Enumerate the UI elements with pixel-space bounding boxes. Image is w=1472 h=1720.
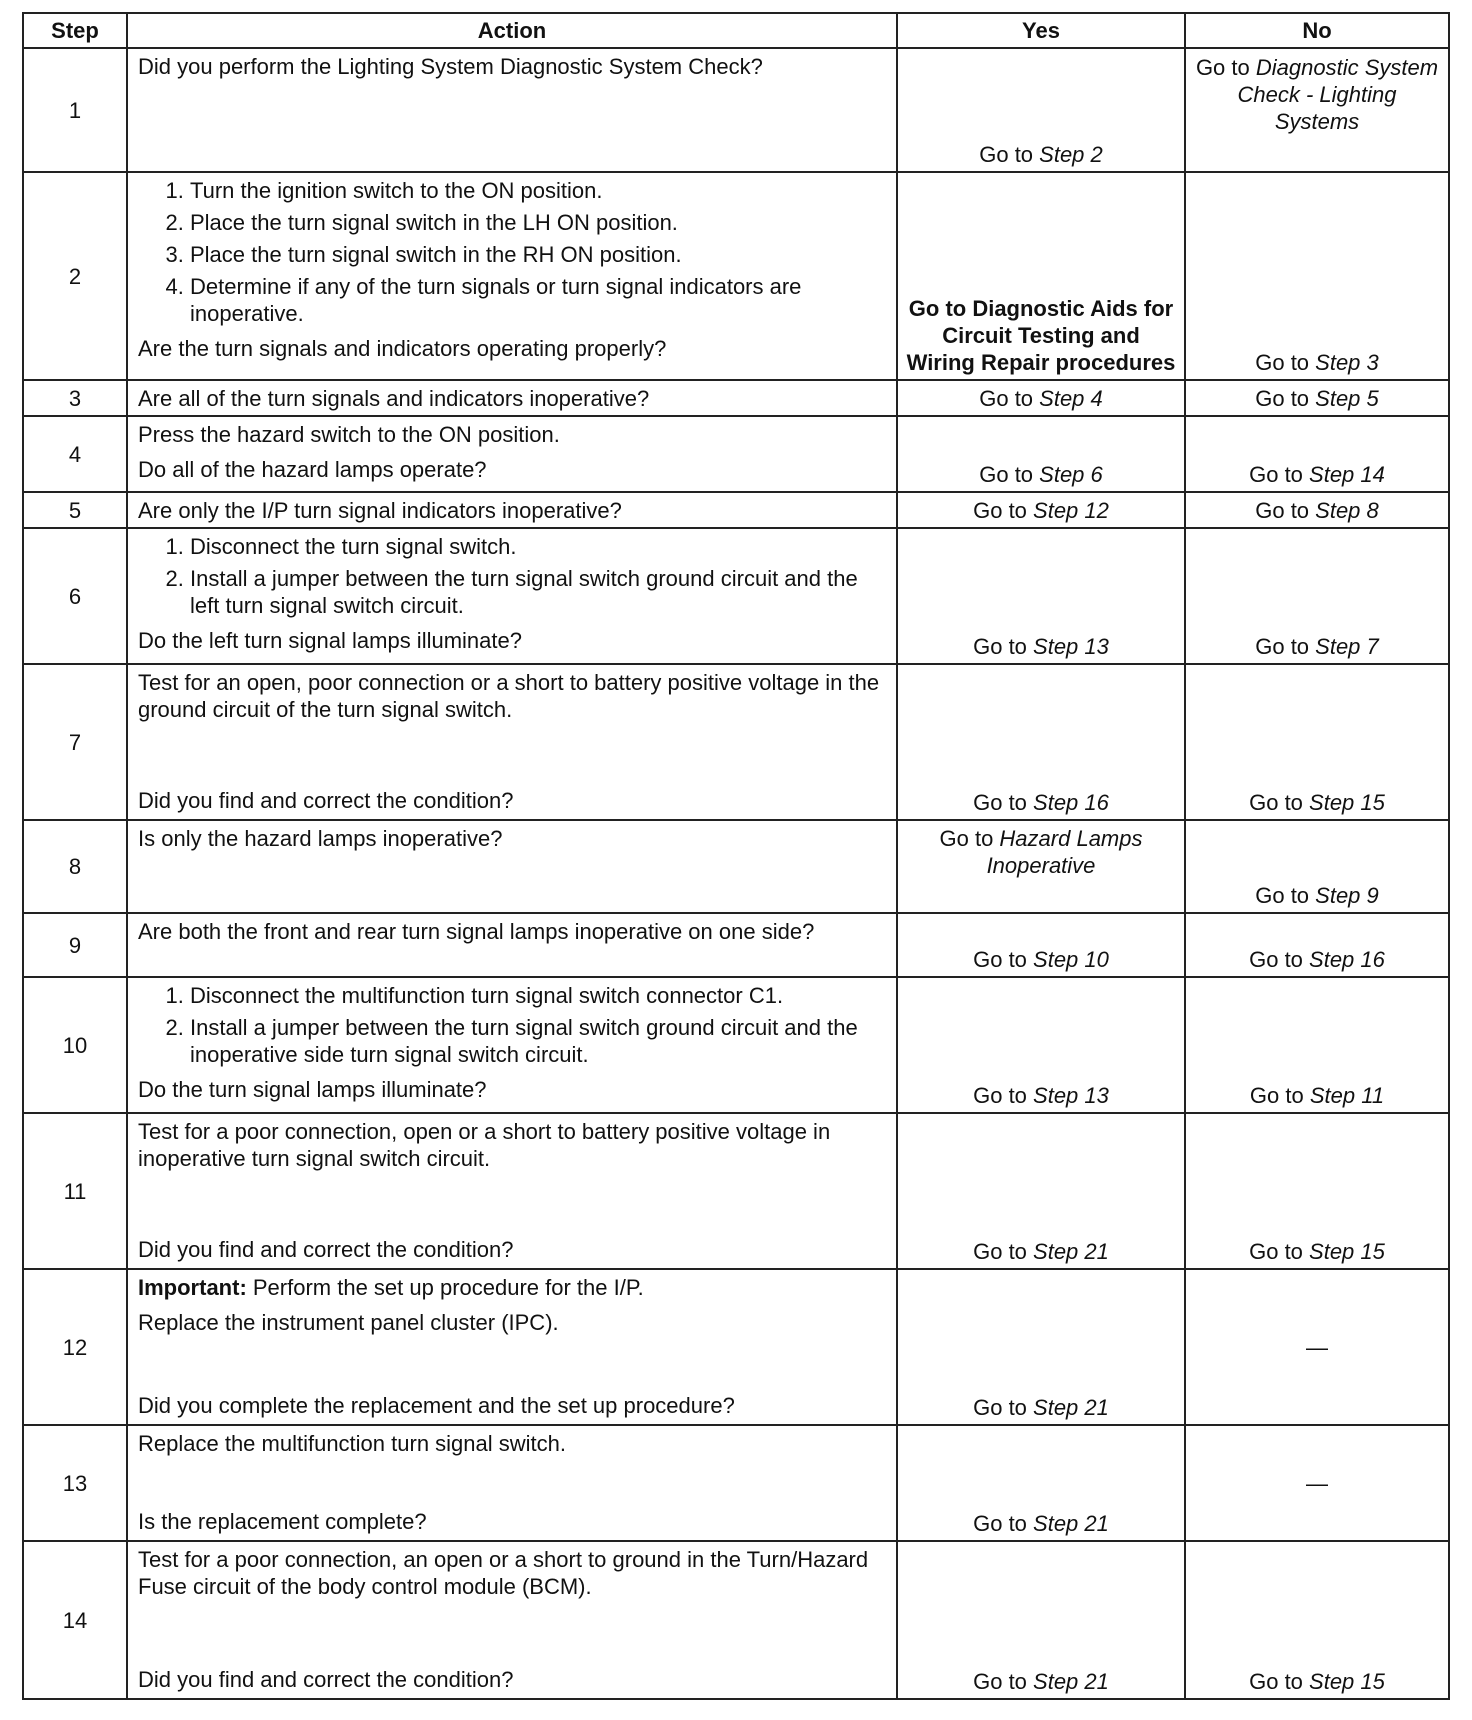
yes-cell[interactable] — [897, 48, 1185, 172]
no-cell[interactable] — [1185, 820, 1449, 913]
step-link[interactable]: Step 21 — [1033, 1669, 1109, 1694]
go-to-label: Go to — [1255, 498, 1316, 523]
go-to-label: Go to — [973, 634, 1034, 659]
yes-cell[interactable] — [897, 1113, 1185, 1269]
step-link[interactable]: Step 2 — [1039, 142, 1103, 167]
go-to-label: Go to — [979, 386, 1040, 411]
yes-cell[interactable] — [897, 1541, 1185, 1699]
step-number: 10 — [23, 977, 127, 1113]
step-number: 11 — [23, 1113, 127, 1269]
action-cell — [127, 820, 897, 913]
action-question: Are the turn signals and indicators operating properly? — [138, 336, 667, 361]
no-cell[interactable] — [1185, 664, 1449, 820]
yes-cell[interactable] — [897, 492, 1185, 528]
action-step-item: 2. Install a jumper between the turn signal switch ground circuit and the left turn signal switch circuit. — [190, 565, 886, 619]
procedure-link[interactable]: Hazard Lamps Inoperative — [986, 826, 1143, 878]
go-to-label: Go to — [973, 1395, 1034, 1420]
action-question: Did you perform the Lighting System Diagnostic System Check? — [138, 54, 763, 79]
go-to-label: Go to — [973, 1083, 1034, 1108]
action-question: Are only the I/P turn signal indicators inoperative? — [138, 498, 622, 523]
action-question: Did you find and correct the condition? — [138, 788, 514, 813]
action-cell — [127, 977, 897, 1113]
action-cell — [127, 913, 897, 977]
diagnostic-table — [22, 12, 1450, 1700]
table-row — [23, 664, 1449, 820]
action-cell — [127, 172, 897, 380]
action-question: Is only the hazard lamps inoperative? — [138, 826, 503, 851]
action-step-item: 3. Place the turn signal switch in the RH ON position. — [190, 241, 886, 268]
step-link[interactable]: Step 16 — [1309, 947, 1385, 972]
go-to-label: Go to — [1255, 634, 1316, 659]
yes-cell[interactable] — [897, 664, 1185, 820]
action-cell — [127, 1269, 897, 1425]
important-text: Perform the set up procedure for the I/P. — [246, 1275, 644, 1300]
step-number: 7 — [23, 664, 127, 820]
no-cell — [1185, 1425, 1449, 1541]
table-row — [23, 492, 1449, 528]
table-row — [23, 1541, 1449, 1699]
step-link[interactable]: Step 15 — [1309, 1669, 1385, 1694]
go-to-label: Go to — [1195, 55, 1256, 80]
step-number: 14 — [23, 1541, 127, 1699]
no-cell[interactable] — [1185, 48, 1449, 172]
yes-cell[interactable] — [897, 977, 1185, 1113]
yes-cell[interactable] — [897, 380, 1185, 416]
go-to-label: Go to — [1249, 1669, 1310, 1694]
action-cell — [127, 380, 897, 416]
action-cell — [127, 1425, 897, 1541]
table-row — [23, 1269, 1449, 1425]
step-number: 8 — [23, 820, 127, 913]
header-yes: Yes — [897, 13, 1185, 48]
step-link[interactable]: Step 21 — [1033, 1395, 1109, 1420]
step-number: 9 — [23, 913, 127, 977]
step-link[interactable]: Step 15 — [1309, 1239, 1385, 1264]
step-link[interactable]: Step 14 — [1309, 462, 1385, 487]
go-to-label: Go to — [1249, 947, 1310, 972]
no-cell[interactable] — [1185, 913, 1449, 977]
action-question: Did you find and correct the condition? — [138, 1237, 514, 1262]
step-link[interactable]: Step 5 — [1315, 386, 1379, 411]
go-to-label: Go to — [1249, 790, 1310, 815]
action-instruction: Test for an open, poor connection or a short to battery positive voltage in the ground circuit of the turn signal switch. — [138, 670, 880, 722]
step-number: 5 — [23, 492, 127, 528]
step-link[interactable]: Step 13 — [1033, 1083, 1109, 1108]
table-row — [23, 48, 1449, 172]
not-applicable-dash: — — [1306, 1470, 1328, 1496]
table-row — [23, 1113, 1449, 1269]
table-row — [23, 528, 1449, 664]
go-to-label: Go to — [973, 790, 1034, 815]
action-instruction: Test for a poor connection, an open or a short to ground in the Turn/Hazard Fuse circuit of the body control module (BCM). — [138, 1547, 869, 1599]
no-cell[interactable] — [1185, 1541, 1449, 1699]
action-cell — [127, 492, 897, 528]
step-link[interactable]: Step 6 — [1039, 462, 1103, 487]
action-cell — [127, 664, 897, 820]
table-row — [23, 172, 1449, 380]
table-row — [23, 913, 1449, 977]
yes-cell[interactable] — [897, 1425, 1185, 1541]
go-to-label: Go to — [1255, 350, 1316, 375]
table-row — [23, 380, 1449, 416]
go-to-label: Go to — [979, 462, 1040, 487]
action-question: Did you complete the replacement and the set up procedure? — [138, 1393, 735, 1418]
action-cell — [127, 528, 897, 664]
go-to-label: Go to — [1249, 1083, 1310, 1108]
step-link[interactable]: Step 7 — [1315, 634, 1379, 659]
step-link[interactable]: Step 15 — [1309, 790, 1385, 815]
no-cell[interactable] — [1185, 172, 1449, 380]
go-to-label: Go to — [1249, 462, 1310, 487]
action-step-item: 2. Install a jumper between the turn signal switch ground circuit and the inoperative side turn signal switch circuit. — [190, 1014, 886, 1068]
no-cell[interactable] — [1185, 1113, 1449, 1269]
action-steps — [138, 533, 886, 619]
procedure-link[interactable]: Diagnostic System Check - Lighting Systems — [1237, 55, 1439, 134]
step-link[interactable]: Step 4 — [1039, 386, 1103, 411]
table-row — [23, 977, 1449, 1113]
no-cell — [1185, 1269, 1449, 1425]
no-cell[interactable] — [1185, 977, 1449, 1113]
step-link[interactable]: Step 8 — [1315, 498, 1379, 523]
action-step-item: 1. Disconnect the turn signal switch. — [190, 533, 886, 560]
action-question: Are all of the turn signals and indicators inoperative? — [138, 386, 650, 411]
step-link[interactable]: Step 21 — [1033, 1239, 1109, 1264]
action-instruction: Replace the multifunction turn signal switch. — [138, 1431, 566, 1456]
action-step-item: 4. Determine if any of the turn signals or turn signal indicators are inoperative. — [190, 273, 886, 327]
action-question: Is the replacement complete? — [138, 1509, 427, 1534]
table-row — [23, 820, 1449, 913]
action-question: Did you find and correct the condition? — [138, 1667, 514, 1692]
action-question: Do all of the hazard lamps operate? — [138, 457, 487, 482]
action-cell — [127, 1113, 897, 1269]
no-cell[interactable] — [1185, 492, 1449, 528]
no-cell[interactable] — [1185, 380, 1449, 416]
go-to-label: Go to — [973, 947, 1034, 972]
go-to-label: Go to — [1249, 1239, 1310, 1264]
go-to-label: Go to — [973, 1511, 1034, 1536]
go-to-label: Go to — [973, 1239, 1034, 1264]
yes-cell[interactable] — [897, 913, 1185, 977]
important-label: Important: — [138, 1275, 247, 1300]
step-link[interactable]: Step 10 — [1033, 947, 1109, 972]
action-cell — [127, 416, 897, 492]
yes-cell[interactable] — [897, 1269, 1185, 1425]
action-instruction: Test for a poor connection, open or a short to battery positive voltage in inoperative turn signal switch circuit. — [138, 1119, 831, 1171]
step-link[interactable]: Step 3 — [1315, 350, 1379, 375]
procedure-link[interactable]: Go to Diagnostic Aids for Circuit Testing and Wiring Repair procedures — [906, 296, 1176, 375]
action-question: Do the left turn signal lamps illuminate? — [138, 628, 522, 653]
step-number: 1 — [23, 48, 127, 172]
table-row — [23, 416, 1449, 492]
step-number: 4 — [23, 416, 127, 492]
header-no: No — [1185, 13, 1449, 48]
step-number: 6 — [23, 528, 127, 664]
yes-cell[interactable] — [897, 416, 1185, 492]
yes-cell[interactable] — [897, 820, 1185, 913]
action-question: Do the turn signal lamps illuminate? — [138, 1077, 487, 1102]
action-step-item: 1. Disconnect the multifunction turn signal switch connector C1. — [190, 982, 886, 1009]
action-cell — [127, 48, 897, 172]
step-number: 2 — [23, 172, 127, 380]
go-to-label: Go to — [1255, 386, 1316, 411]
go-to-label: Go to — [973, 1669, 1034, 1694]
action-steps — [138, 177, 886, 327]
yes-cell[interactable] — [897, 528, 1185, 664]
step-link[interactable]: Step 21 — [1033, 1511, 1109, 1536]
action-instruction: Press the hazard switch to the ON position. — [138, 422, 560, 447]
action-cell — [127, 1541, 897, 1699]
action-steps — [138, 982, 886, 1068]
not-applicable-dash: — — [1306, 1334, 1328, 1360]
step-number: 3 — [23, 380, 127, 416]
step-number: 12 — [23, 1269, 127, 1425]
table-row — [23, 1425, 1449, 1541]
yes-cell[interactable] — [897, 172, 1185, 380]
go-to-label: Go to — [939, 826, 1000, 851]
no-cell[interactable] — [1185, 416, 1449, 492]
step-link[interactable]: Step 11 — [1309, 1083, 1385, 1108]
header-row — [23, 13, 1449, 48]
step-link[interactable]: Step 9 — [1315, 883, 1379, 908]
step-link[interactable]: Step 13 — [1033, 634, 1109, 659]
header-action: Action — [127, 13, 897, 48]
action-question: Are both the front and rear turn signal lamps inoperative on one side? — [138, 919, 815, 944]
header-step: Step — [23, 13, 127, 48]
go-to-label: Go to — [973, 498, 1034, 523]
go-to-label: Go to — [979, 142, 1040, 167]
important-note — [138, 1274, 886, 1301]
action-step-item: 1. Turn the ignition switch to the ON position. — [190, 177, 886, 204]
step-number: 13 — [23, 1425, 127, 1541]
action-step-item: 2. Place the turn signal switch in the LH ON position. — [190, 209, 886, 236]
no-cell[interactable] — [1185, 528, 1449, 664]
step-link[interactable]: Step 16 — [1033, 790, 1109, 815]
action-instruction: Replace the instrument panel cluster (IPC). — [138, 1310, 559, 1335]
go-to-label: Go to — [1255, 883, 1316, 908]
step-link[interactable]: Step 12 — [1033, 498, 1109, 523]
